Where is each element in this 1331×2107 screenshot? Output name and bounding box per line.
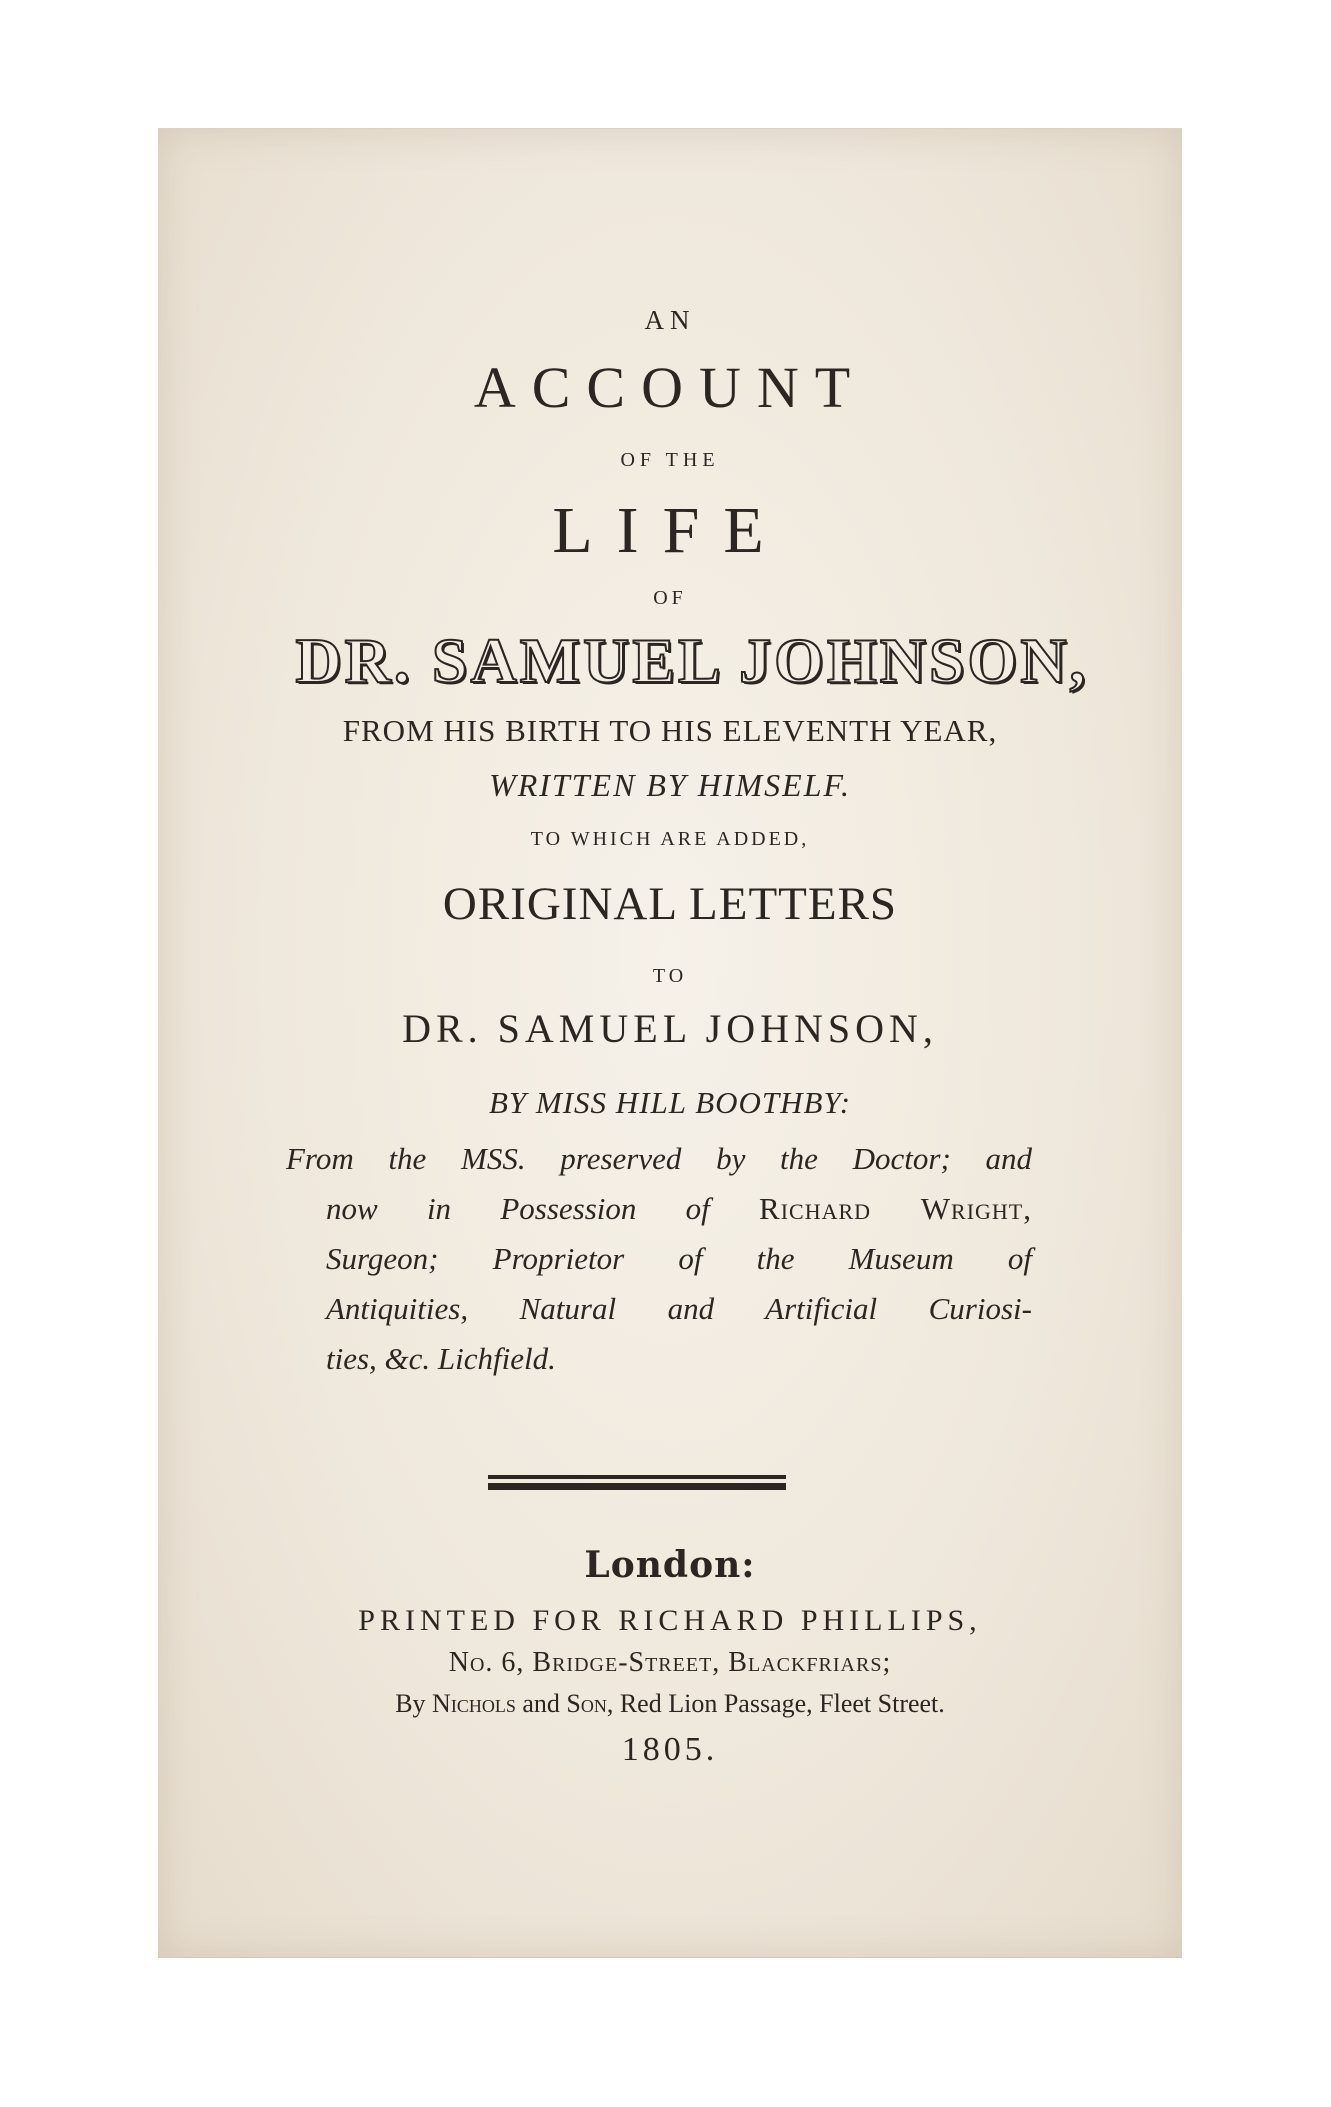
imprint-printed-for: PRINTED FOR RICHARD PHILLIPS, (358, 1604, 982, 1637)
subject-name: DR. SAMUEL JOHNSON, (295, 625, 1089, 696)
provenance-owner-name: Richard Wright, (759, 1191, 1032, 1226)
provenance-line-3: Surgeon; Proprietor of the Museum of (326, 1241, 1032, 1276)
provenance-line-2-text: now in Possession of (326, 1191, 760, 1226)
heading-of: OF (653, 587, 687, 609)
heading-of-the: OF THE (620, 449, 720, 471)
subtitle-to-which-added: TO WHICH ARE ADDED, (530, 828, 810, 850)
heading-account: ACCOUNT (473, 355, 867, 420)
provenance-line-2 (286, 1184, 1032, 1234)
heading-to: TO (652, 965, 688, 987)
heading-an: AN (644, 305, 696, 335)
subtitle-birth: FROM HIS BIRTH TO HIS ELEVENTH YEAR, (342, 713, 998, 748)
provenance-line-1: From the MSS. preserved by the Doctor; and (286, 1141, 1032, 1176)
provenance-line-5: ties, &c. Lichfield. (326, 1341, 556, 1376)
imprint-printer-address: , Red Lion Passage, Fleet Street. (606, 1689, 945, 1718)
subtitle-written-by: WRITTEN BY HIMSELF. (489, 767, 851, 803)
imprint-printer-by: By (395, 1689, 433, 1718)
divider-rule-thick (488, 1483, 786, 1490)
imprint-place: London: (584, 1544, 756, 1586)
heading-life: LIFE (552, 494, 788, 567)
imprint-address: No. 6, Bridge-Street, Blackfriars; (448, 1647, 892, 1678)
imprint-printer (158, 1691, 1182, 1717)
imprint-printer-son: Son (566, 1689, 607, 1718)
recipient-name: DR. SAMUEL JOHNSON, (402, 1006, 938, 1051)
author-line: BY MISS HILL BOOTHBY: (488, 1085, 852, 1120)
provenance-paragraph (286, 1134, 1032, 1384)
imprint-printer-and: and (515, 1689, 567, 1718)
provenance-line-4: Antiquities, Natural and Artificial Curiosi- (326, 1291, 1032, 1326)
divider-rule-thin (488, 1475, 786, 1479)
imprint-year: 1805. (621, 1731, 719, 1768)
title-page (158, 128, 1182, 1958)
imprint-printer-name: Nichols (432, 1689, 516, 1718)
heading-original-letters: ORIGINAL LETTERS (442, 878, 898, 930)
